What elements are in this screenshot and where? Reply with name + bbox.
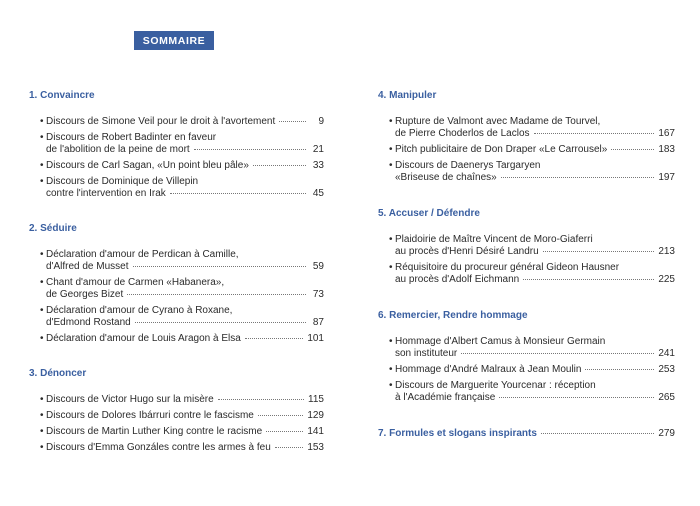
page-number: 9: [318, 116, 324, 127]
entry-text: de Georges Bizet: [46, 289, 124, 300]
bullet-icon: •: [40, 394, 44, 405]
toc-section-formules[interactable]: [378, 428, 675, 440]
toc-section-remercier: [378, 310, 675, 404]
bullet-icon: •: [40, 333, 44, 344]
dot-leader: [133, 266, 306, 267]
dot-leader: [543, 251, 655, 252]
sommaire-title: SOMMAIRE: [134, 31, 214, 50]
toc-entry[interactable]: [389, 160, 675, 184]
page-number: 59: [312, 261, 324, 272]
bullet-icon: •: [389, 380, 393, 391]
toc-entry[interactable]: [389, 116, 675, 140]
toc-entry[interactable]: [389, 380, 675, 404]
entry-text: «Briseuse de chaînes»: [395, 172, 497, 183]
bullet-icon: •: [389, 144, 393, 155]
bullet-icon: •: [389, 364, 393, 375]
entry-text: au procès d'Henri Désiré Landru: [395, 246, 539, 257]
entry-text: Déclaration d'amour de Cyrano à Roxane,: [46, 305, 233, 316]
page-number: 129: [307, 410, 324, 421]
toc-left-column: [29, 90, 324, 458]
page-number: 153: [307, 442, 324, 453]
bullet-icon: •: [40, 176, 44, 187]
bullet-icon: •: [40, 277, 44, 288]
toc-entry[interactable]: [40, 305, 324, 329]
dot-leader: [499, 397, 654, 398]
bullet-icon: •: [40, 116, 44, 127]
entry-text: d'Alfred de Musset: [46, 261, 129, 272]
toc-section-accuser-defendre: [378, 208, 675, 286]
dot-leader: [275, 447, 304, 448]
entry-text: Discours de Dominique de Villepin: [46, 176, 199, 187]
dot-leader: [523, 279, 654, 280]
entry-text: Déclaration d'amour de Perdican à Camille,: [46, 249, 239, 260]
entry-text: Hommage d'Albert Camus à Monsieur Germain: [395, 336, 606, 347]
toc-entry[interactable]: [40, 442, 324, 454]
entry-text: Rupture de Valmont avec Madame de Tourvel,: [395, 116, 601, 127]
toc-entry[interactable]: [40, 394, 324, 406]
section-title[interactable]: 2. Séduire: [29, 223, 77, 234]
page-number: 21: [312, 144, 324, 155]
dot-leader: [461, 353, 654, 354]
section-title[interactable]: 3. Dénoncer: [29, 368, 87, 379]
toc-entry[interactable]: [40, 410, 324, 422]
toc-entry[interactable]: [389, 234, 675, 258]
dot-leader: [135, 322, 306, 323]
bullet-icon: •: [389, 262, 393, 273]
dot-leader: [253, 165, 306, 166]
entry-text: Discours de Carl Sagan, «Un point bleu pâle»: [46, 160, 249, 171]
bullet-icon: •: [389, 234, 393, 245]
entry-text: son instituteur: [395, 348, 458, 359]
entry-text: de l'abolition de la peine de mort: [46, 144, 190, 155]
entry-list: [378, 336, 675, 404]
dot-leader: [245, 338, 304, 339]
dot-leader: [127, 294, 306, 295]
page-number: 225: [658, 274, 675, 285]
entry-text: à l'Académie française: [395, 392, 496, 403]
entry-text: Réquisitoire du procureur général Gideon Hausner: [395, 262, 620, 273]
page-number: 115: [308, 394, 324, 405]
dot-leader: [279, 121, 306, 122]
dot-leader: [534, 133, 655, 134]
entry-list: [29, 116, 324, 200]
bullet-icon: •: [40, 249, 44, 260]
section-title[interactable]: 6. Remercier, Rendre hommage: [378, 310, 528, 321]
toc-section-convaincre: [29, 90, 324, 200]
toc-entry[interactable]: [40, 277, 324, 301]
page-number: 101: [307, 333, 324, 344]
entry-text: d'Edmond Rostand: [46, 317, 131, 328]
entry-text: contre l'intervention en Irak: [46, 188, 166, 199]
dot-leader: [170, 193, 306, 194]
toc-section-seduire: [29, 223, 324, 345]
dot-leader: [585, 369, 654, 370]
bullet-icon: •: [40, 160, 44, 171]
bullet-icon: •: [389, 336, 393, 347]
page-number: 87: [312, 317, 324, 328]
entry-text: Discours de Daenerys Targaryen: [395, 160, 541, 171]
toc-section-manipuler: [378, 90, 675, 184]
dot-leader: [541, 433, 654, 434]
dot-leader: [258, 415, 303, 416]
page-number: 253: [658, 364, 675, 375]
bullet-icon: •: [40, 410, 44, 421]
toc-entry[interactable]: [389, 364, 675, 376]
entry-text: Discours de Dolores Ibárruri contre le fascisme: [46, 410, 254, 421]
toc-entry[interactable]: [40, 333, 324, 345]
entry-text: Discours de Martin Luther King contre le racisme: [46, 426, 263, 437]
dot-leader: [266, 431, 303, 432]
page-number: 45: [312, 188, 324, 199]
toc-section-denoncer: [29, 368, 324, 454]
page-number: 241: [658, 348, 675, 359]
entry-text: Chant d'amour de Carmen «Habanera»,: [46, 277, 225, 288]
toc-entry[interactable]: [40, 160, 324, 172]
toc-entry[interactable]: [389, 336, 675, 360]
bullet-icon: •: [40, 305, 44, 316]
entry-list: [29, 249, 324, 345]
entry-text: Hommage d'André Malraux à Jean Moulin: [395, 364, 582, 375]
page-number: 183: [658, 144, 675, 155]
entry-text: de Pierre Choderlos de Laclos: [395, 128, 530, 139]
bullet-icon: •: [389, 116, 393, 127]
page-number: 279: [658, 428, 675, 439]
page-number: 73: [312, 289, 324, 300]
dot-leader: [218, 399, 304, 400]
entry-text: au procès d'Adolf Eichmann: [395, 274, 520, 285]
page-number: 197: [658, 172, 675, 183]
entry-text: Déclaration d'amour de Louis Aragon à Elsa: [46, 333, 241, 344]
section-title[interactable]: 1. Convaincre: [29, 90, 95, 101]
entry-text: Pitch publicitaire de Don Draper «Le Carrousel»: [395, 144, 608, 155]
entry-text: Discours de Victor Hugo sur la misère: [46, 394, 214, 405]
toc-entry[interactable]: [40, 176, 324, 200]
page-number: 265: [658, 392, 675, 403]
entry-text: Discours d'Emma Gonzáles contre les armes à feu: [46, 442, 271, 453]
page-number: 213: [658, 246, 675, 257]
page-number: 141: [307, 426, 324, 437]
dot-leader: [611, 149, 654, 150]
entry-list: [378, 234, 675, 286]
entry-text: Discours de Marguerite Yourcenar : réception: [395, 380, 596, 391]
toc-entry[interactable]: [40, 249, 324, 273]
bullet-icon: •: [40, 132, 44, 143]
dot-leader: [501, 177, 655, 178]
toc-right-column: [378, 90, 675, 440]
toc-entry[interactable]: [40, 116, 324, 128]
dot-leader: [194, 149, 306, 150]
toc-entry[interactable]: [40, 426, 324, 438]
bullet-icon: •: [40, 442, 44, 453]
entry-text: Discours de Robert Badinter en faveur: [46, 132, 217, 143]
section-title[interactable]: 5. Accuser / Défendre: [378, 208, 480, 219]
page-number: 33: [312, 160, 324, 171]
toc-entry[interactable]: [389, 144, 675, 156]
toc-entry[interactable]: [40, 132, 324, 156]
bullet-icon: •: [40, 426, 44, 437]
bullet-icon: •: [389, 160, 393, 171]
entry-list: [378, 116, 675, 184]
entry-text: Discours de Simone Veil pour le droit à l'avortement: [46, 116, 276, 127]
section-title[interactable]: 4. Manipuler: [378, 90, 437, 101]
section-title: 7. Formules et slogans inspirants: [378, 428, 537, 439]
toc-entry[interactable]: [389, 262, 675, 286]
entry-list: [29, 394, 324, 454]
entry-text: Plaidoirie de Maître Vincent de Moro-Giaferri: [395, 234, 593, 245]
page-number: 167: [658, 128, 675, 139]
